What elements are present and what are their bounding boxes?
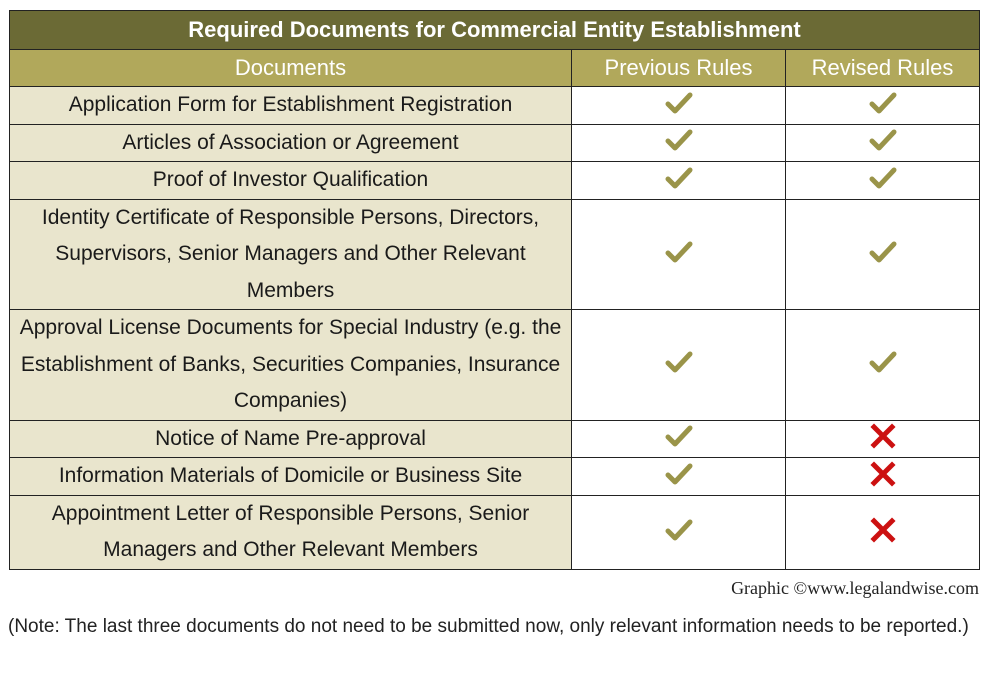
check-icon: [869, 89, 897, 122]
document-name-cell: Appointment Letter of Responsible Persons, Senior Managers and Other Relevant Members: [10, 495, 572, 569]
cross-icon: [869, 460, 897, 493]
check-icon: [665, 460, 693, 493]
revised-rules-cell: [786, 162, 980, 200]
previous-rules-cell: [572, 420, 786, 458]
table-row: [10, 495, 980, 569]
check-icon: [665, 89, 693, 122]
revised-rules-cell: [786, 495, 980, 569]
document-name-cell: Application Form for Establishment Registration: [10, 87, 572, 125]
revised-rules-cell: [786, 458, 980, 496]
previous-rules-cell: [572, 495, 786, 569]
document-name-cell: Articles of Association or Agreement: [10, 124, 572, 162]
cross-icon: [869, 516, 897, 549]
check-icon: [665, 238, 693, 271]
table-row: [10, 87, 980, 125]
document-name-cell: Information Materials of Domicile or Business Site: [10, 458, 572, 496]
column-header-revised-rules: Revised Rules: [786, 50, 980, 87]
table-header-row: [10, 50, 980, 87]
footnote: (Note: The last three documents do not need to be submitted now, only relevant information needs to be reported.): [8, 616, 969, 637]
document-name-cell: Notice of Name Pre-approval: [10, 420, 572, 458]
documents-table: [9, 10, 980, 570]
revised-rules-cell: [786, 199, 980, 310]
table-row: [10, 199, 980, 310]
previous-rules-cell: [572, 458, 786, 496]
check-icon: [665, 516, 693, 549]
previous-rules-cell: [572, 199, 786, 310]
previous-rules-cell: [572, 310, 786, 421]
cross-icon: [869, 422, 897, 455]
previous-rules-cell: [572, 162, 786, 200]
table-title: Required Documents for Commercial Entity Establishment: [10, 11, 980, 50]
previous-rules-cell: [572, 124, 786, 162]
table-row: [10, 124, 980, 162]
document-name-cell: Proof of Investor Qualification: [10, 162, 572, 200]
revised-rules-cell: [786, 87, 980, 125]
revised-rules-cell: [786, 124, 980, 162]
graphic-credit: Graphic ©www.legalandwise.com: [731, 578, 979, 598]
revised-rules-cell: [786, 420, 980, 458]
check-icon: [665, 348, 693, 381]
document-name-cell: Approval License Documents for Special Industry (e.g. the Establishment of Banks, Securities Companies, Insurance Companies): [10, 310, 572, 421]
check-icon: [869, 348, 897, 381]
document-table-container: [9, 10, 979, 570]
table-row: [10, 310, 980, 421]
column-header-previous-rules: Previous Rules: [572, 50, 786, 87]
table-row: [10, 420, 980, 458]
check-icon: [665, 126, 693, 159]
revised-rules-cell: [786, 310, 980, 421]
column-header-documents: Documents: [10, 50, 572, 87]
previous-rules-cell: [572, 87, 786, 125]
check-icon: [665, 164, 693, 197]
check-icon: [869, 164, 897, 197]
table-row: [10, 162, 980, 200]
document-name-cell: Identity Certificate of Responsible Persons, Directors, Supervisors, Senior Managers and Other Relevant Members: [10, 199, 572, 310]
table-title-row: [10, 11, 980, 50]
check-icon: [869, 238, 897, 271]
check-icon: [665, 422, 693, 455]
table-row: [10, 458, 980, 496]
table-body: [10, 87, 980, 570]
check-icon: [869, 126, 897, 159]
